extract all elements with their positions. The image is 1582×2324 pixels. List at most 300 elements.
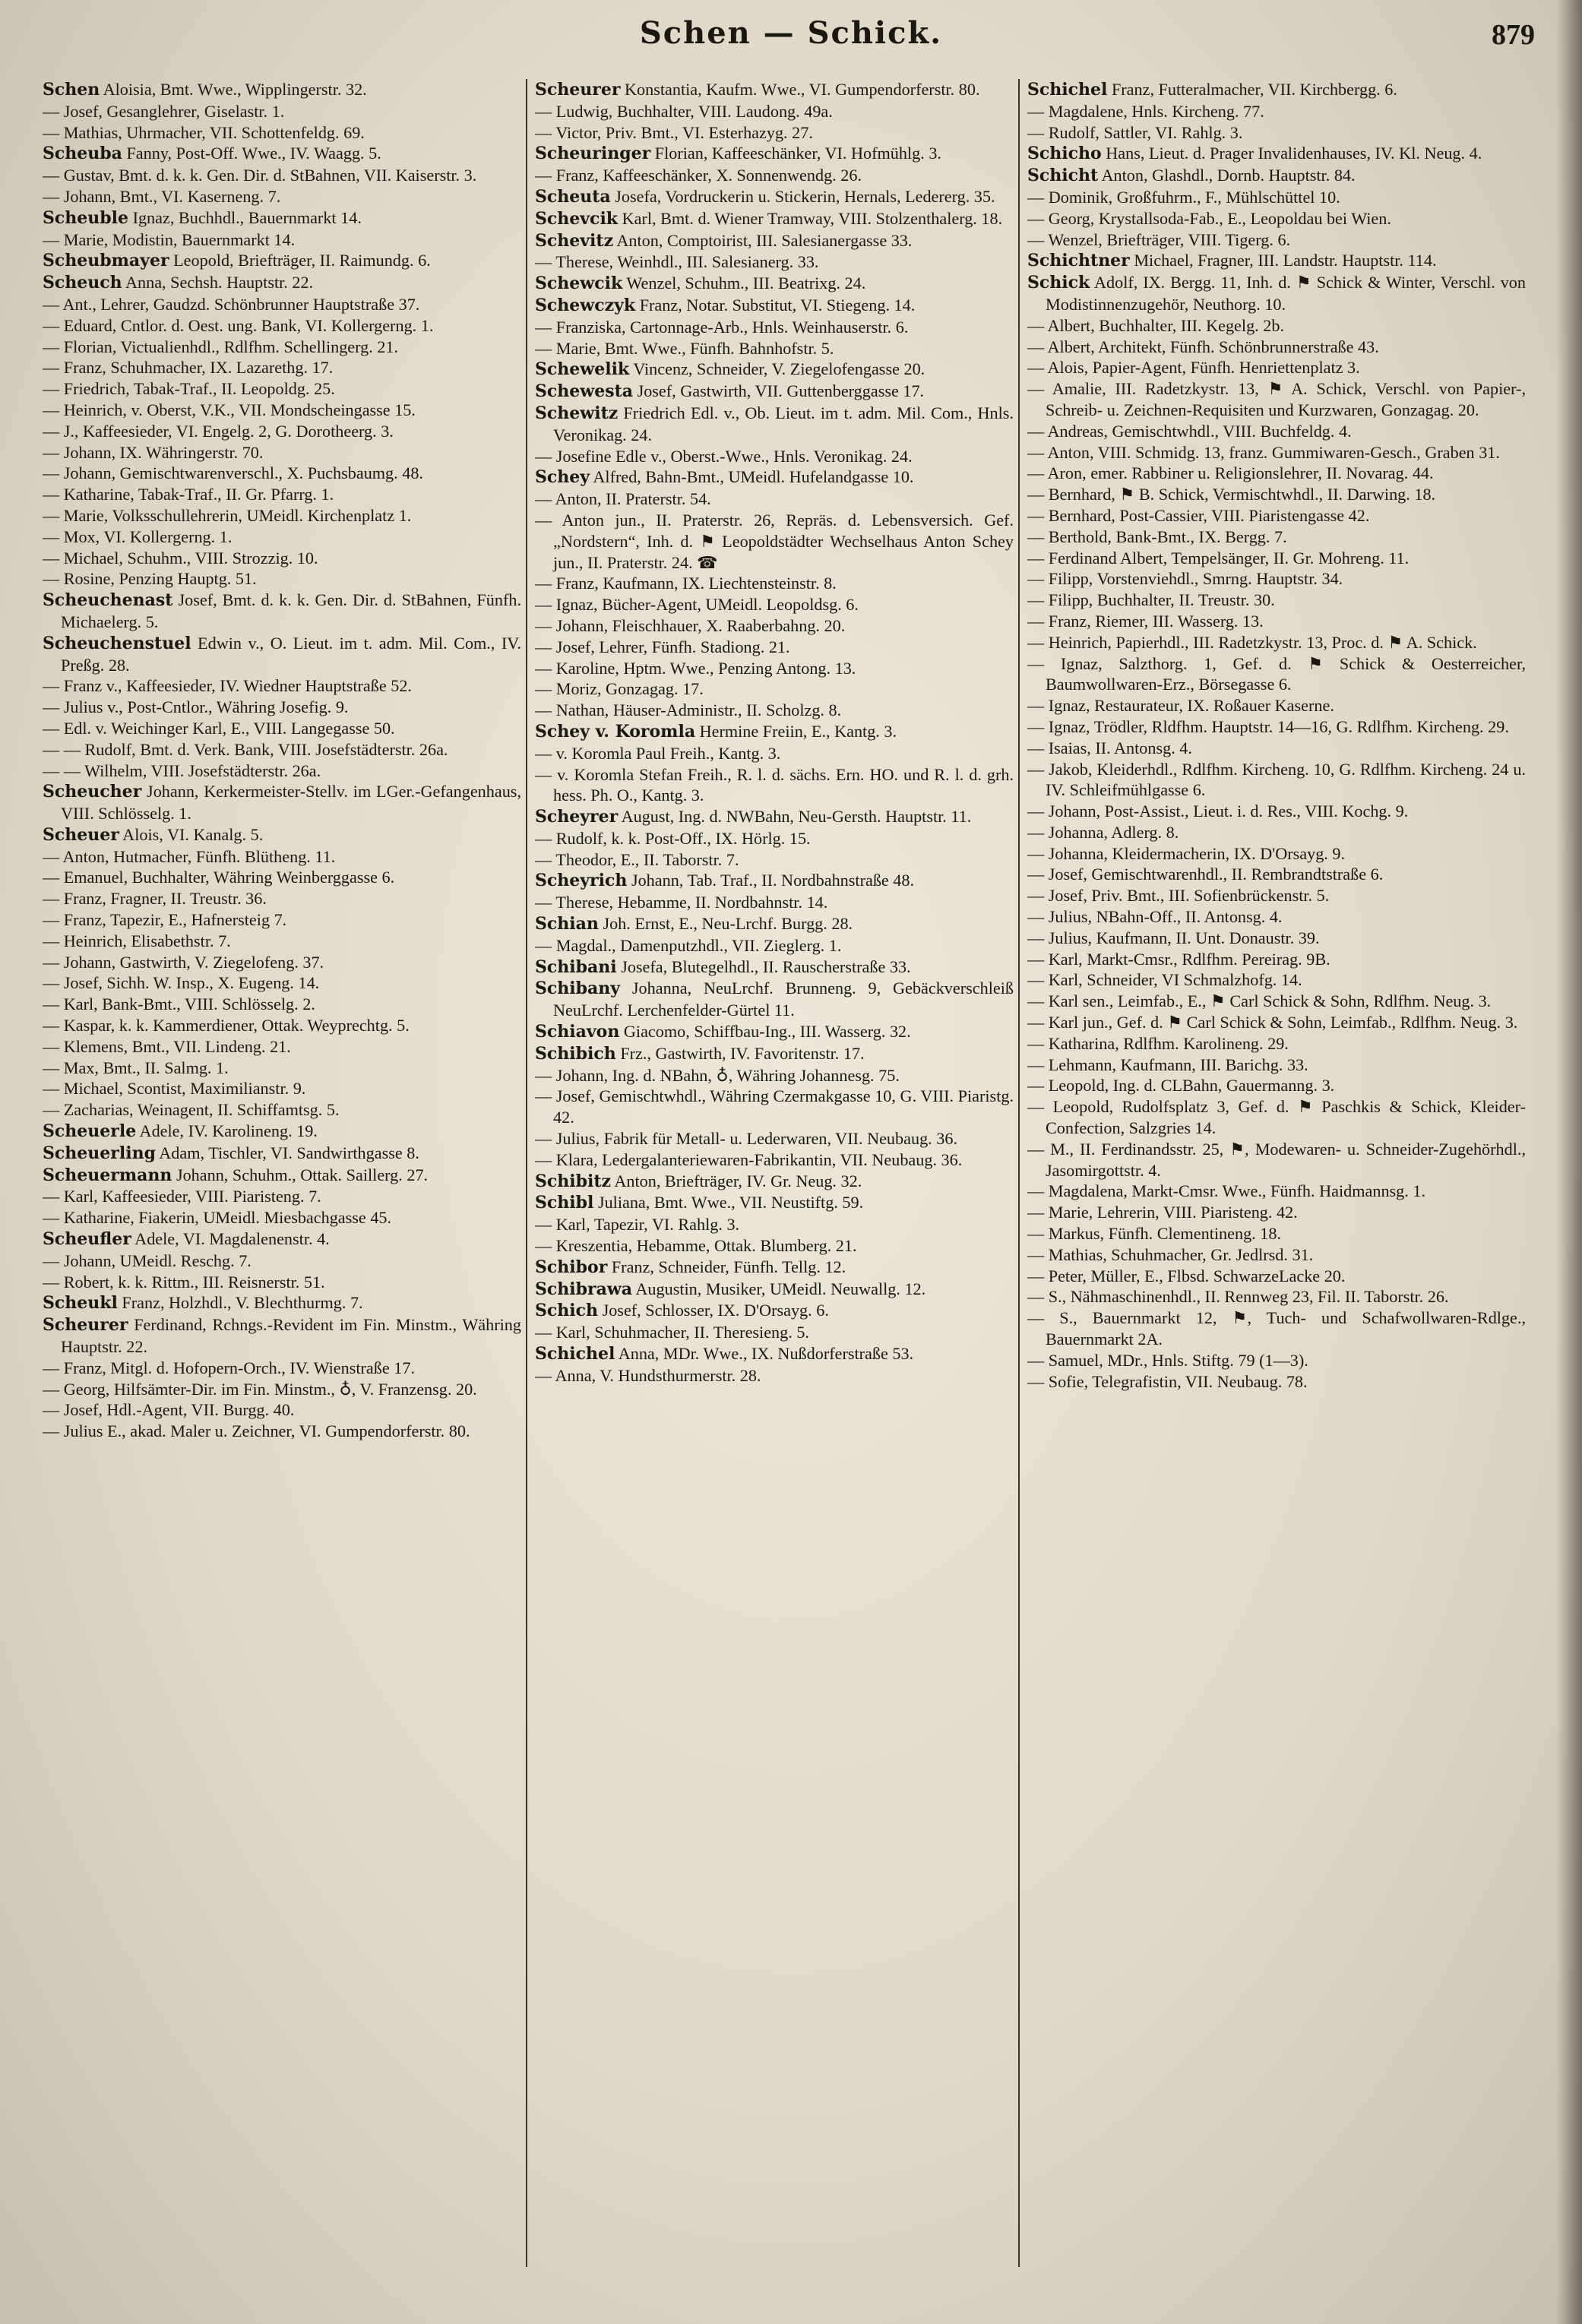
directory-entry: [535, 1043, 1014, 1065]
entry-details: — Johann, Bmt., VI. Kaserneng. 7.: [43, 186, 281, 206]
entry-details: — Georg, Krystallsoda-Fab., E., Leopoldau bei Wien.: [1027, 208, 1391, 228]
directory-entry: [535, 1065, 1014, 1086]
entry-details: — Franz, Riemer, III. Wasserg. 13.: [1027, 611, 1264, 631]
entry-surname: Scheukl: [43, 1293, 118, 1314]
entry-details: — Robert, k. k. Rittm., III. Reisnerstr. 51.: [43, 1272, 325, 1292]
entry-details: — Franz, Mitgl. d. Hofopern-Orch., IV. Wienstraße 17.: [43, 1358, 416, 1377]
entry-details: Wenzel, Schuhm., III. Beatrixg. 24.: [622, 274, 866, 293]
directory-entry: [1027, 738, 1526, 759]
directory-entry: [43, 400, 521, 421]
entry-details: — Anna, V. Hundsthurmerstr. 28.: [535, 1365, 761, 1385]
entry-details: — Josef, Priv. Bmt., III. Sofienbrückenstr. 5.: [1027, 886, 1330, 906]
directory-entry: [535, 594, 1014, 615]
directory-entry: [535, 1171, 1014, 1193]
entry-details: Karl, Bmt. d. Wiener Tramway, VIII. Stolzenthalerg. 18.: [618, 208, 1003, 228]
directory-entry: [43, 568, 521, 590]
directory-entry: [535, 273, 1014, 295]
entry-details: — Johann, UMeidl. Reschg. 7.: [43, 1251, 252, 1270]
entry-details: — Marie, Volksschullehrerin, UMeidl. Kirchenplatz 1.: [43, 505, 412, 525]
entry-surname: Scheubmayer: [43, 251, 169, 271]
entry-details: — Josef, Gemischtwarenhdl., II. Rembrandtstraße 6.: [1027, 865, 1384, 884]
entry-surname: Schichtner: [1027, 251, 1130, 271]
entry-surname: Schey v. Koromla: [535, 721, 696, 741]
directory-entry: [43, 739, 521, 760]
entry-details: Anton, Glashdl., Dornb. Hauptstr. 84.: [1098, 166, 1356, 185]
directory-entry: [535, 700, 1014, 721]
entry-surname: Scheyrich: [535, 871, 628, 891]
entry-details: — Anton, Hutmacher, Fünfh. Blütheng. 11.: [43, 846, 336, 866]
entry-details: Florian, Kaffeeschänker, VI. Hofmühlg. 3.: [650, 144, 941, 163]
directory-entry: [535, 230, 1014, 252]
entry-details: — Ignaz, Restaurateur, IX. Roßauer Kaserne.: [1027, 696, 1334, 716]
entry-surname: Scheuermann: [43, 1165, 172, 1185]
directory-entry: [43, 463, 521, 484]
entry-details: — Moriz, Gonzagag. 17.: [535, 679, 704, 699]
entry-details: — Ignaz, Salzthorg. 1, Gef. d. ⚑ Schick & Oesterreicher, Baumwollwaren-Erz., Börsegasse 6.: [1027, 653, 1526, 694]
directory-entry: [1027, 991, 1526, 1012]
entry-details: — M., II. Ferdinandsstr. 25, ⚑, Modewaren- u. Schneider-Zugehörhdl., Jasomirgottstr. 4.: [1027, 1139, 1526, 1180]
entry-details: — Markus, Fünfh. Clementineng. 18.: [1027, 1224, 1282, 1244]
entry-details: — Heinrich, v. Oberst, V.K., VII. Mondscheingasse 15.: [43, 400, 416, 419]
entry-details: — Rudolf, Sattler, VI. Rahlg. 3.: [1027, 122, 1243, 142]
entry-details: — Johann, Gastwirth, V. Ziegelofeng. 37.: [43, 952, 324, 972]
entry-surname: Scheyrer: [535, 807, 619, 827]
entry-details: — Magdal., Damenputzhdl., VII. Zieglerg. 1.: [535, 935, 842, 955]
entry-details: — Emanuel, Buchhalter, Währing Weinberggasse 6.: [43, 868, 395, 887]
directory-entry: [1027, 568, 1526, 590]
entry-surname: Schicho: [1027, 144, 1102, 164]
entry-details: Michael, Fragner, III. Landstr. Hauptstr. 114.: [1129, 251, 1437, 270]
entry-details: Alois, VI. Kanalg. 5.: [119, 824, 264, 844]
directory-entry: [535, 446, 1014, 467]
entry-surname: Schibitz: [535, 1171, 612, 1191]
entry-details: — Klemens, Bmt., VII. Lindeng. 21.: [43, 1036, 291, 1056]
entry-surname: Schen: [43, 80, 100, 100]
directory-entry: [1027, 695, 1526, 716]
directory-entry: [535, 403, 1014, 446]
entry-details: — Kreszentia, Hebamme, Ottak. Blumberg. 21.: [535, 1236, 857, 1256]
entry-details: — Johanna, Adlerg. 8.: [1027, 822, 1179, 842]
entry-details: Juliana, Bmt. Wwe., VII. Neustiftg. 59.: [593, 1193, 864, 1213]
entry-surname: Schicht: [1027, 166, 1099, 186]
entry-surname: Schewesta: [535, 381, 634, 402]
directory-entry: [535, 637, 1014, 658]
directory-entry: [43, 315, 521, 337]
entry-details: Josef, Schlosser, IX. D'Orsayg. 6.: [598, 1301, 829, 1320]
directory-entry: [535, 870, 1014, 892]
entry-details: — Ant., Lehrer, Gaudzd. Schönbrunner Hauptstraße 37.: [43, 294, 420, 314]
entry-details: — Johann, Gemischtwarenverschl., X. Puchsbaumg. 48.: [43, 463, 423, 483]
entry-surname: Scheurer: [43, 1315, 128, 1336]
entry-details: — Aron, emer. Rabbiner u. Religionslehrer, II. Novarag. 44.: [1027, 463, 1434, 483]
directory-entry: [535, 1322, 1014, 1343]
directory-entry: [1027, 421, 1526, 442]
entry-surname: Schich: [535, 1301, 599, 1321]
entry-details: — Karl, Schneider, VI Schmalzhofg. 14.: [1027, 970, 1302, 990]
directory-entry: [535, 1257, 1014, 1279]
directory-entry: [535, 721, 1014, 743]
directory-entry: [43, 229, 521, 251]
directory-entry: [1027, 1181, 1526, 1202]
entry-surname: Schibrawa: [535, 1279, 633, 1299]
directory-entry: [1027, 378, 1526, 421]
directory-entry: [1027, 548, 1526, 569]
entry-details: Johann, Schuhm., Ottak. Saillerg. 27.: [172, 1165, 429, 1184]
directory-entry: [43, 846, 521, 868]
directory-entry: [535, 1343, 1014, 1365]
entry-details: — Katharina, Rdlfhm. Karolineng. 29.: [1027, 1033, 1289, 1053]
entry-surname: Schewitz: [535, 403, 619, 423]
directory-entry: [43, 1272, 521, 1293]
entry-details: Edwin v., O. Lieut. im t. adm. Mil. Com., IV. Preßg. 28.: [61, 633, 521, 675]
entry-details: — Johann, IX. Währingerstr. 70.: [43, 442, 264, 462]
entry-surname: Scheuble: [43, 207, 129, 228]
entry-details: — Lehmann, Kaufmann, III. Barichg. 33.: [1027, 1054, 1308, 1074]
directory-entry: [1027, 906, 1526, 928]
directory-entry: [535, 806, 1014, 828]
entry-details: Anna, Sechsh. Hauptstr. 22.: [122, 273, 314, 292]
entry-details: — S., Bauernmarkt 12, ⚑, Tuch- und Schafwollwaren-Rdlge., Bauernmarkt 2A.: [1027, 1308, 1526, 1349]
directory-entry: [535, 338, 1014, 359]
entry-details: Adele, IV. Karolineng. 19.: [136, 1121, 318, 1141]
entry-surname: Scheuer: [43, 824, 119, 845]
column-2: [535, 79, 1014, 2305]
directory-entry: [43, 484, 521, 505]
entry-surname: Scheuringer: [535, 144, 651, 164]
entry-surname: Scheuta: [535, 186, 611, 207]
directory-entry: [1027, 505, 1526, 526]
directory-entry: [43, 122, 521, 144]
directory-entry: [535, 208, 1014, 230]
directory-entry: [43, 1165, 521, 1187]
directory-entry: [1027, 801, 1526, 822]
directory-entry: [43, 1251, 521, 1272]
entry-details: — Franz, Schuhmacher, IX. Lazarethg. 17.: [43, 358, 334, 378]
directory-entry: [43, 909, 521, 931]
directory-entry: [43, 207, 521, 229]
entry-details: — Karl, Markt-Cmsr., Rdlfhm. Pereirag. 9B.: [1027, 949, 1330, 969]
directory-entry: [535, 359, 1014, 381]
directory-entry: [535, 295, 1014, 317]
directory-entry: [43, 1143, 521, 1165]
entry-details: Josefa, Blutegelhdl., II. Rauscherstraße 33.: [616, 956, 911, 976]
directory-entry: [43, 186, 521, 207]
entry-details: — Edl. v. Weichinger Karl, E., VIII. Langegasse 50.: [43, 718, 395, 738]
entry-details: — Klara, Ledergalanteriewaren-Fabrikantin, VII. Neubaug. 36.: [535, 1149, 963, 1169]
directory-entry: [43, 760, 521, 782]
entry-details: — S., Nähmaschinenhdl., II. Rennweg 23, Fil. II. Taborstr. 26.: [1027, 1287, 1449, 1307]
directory-entry: [43, 972, 521, 994]
entry-details: — Alois, Papier-Agent, Fünfh. Henriettenplatz 3.: [1027, 358, 1360, 378]
entry-details: — Josef, Sichh. W. Insp., X. Eugeng. 14.: [43, 973, 320, 993]
running-title: Schen — Schick.: [639, 15, 943, 51]
directory-entry: [1027, 1266, 1526, 1287]
directory-entry: [43, 1036, 521, 1058]
directory-entry: [43, 79, 521, 101]
directory-entry: [535, 1086, 1014, 1128]
entry-details: — Albert, Buchhalter, III. Kegelg. 2b.: [1027, 315, 1284, 335]
entry-details: — Mathias, Schuhmacher, Gr. Jedlrsd. 31.: [1027, 1244, 1314, 1264]
entry-details: — Leopold, Ing. d. CLBahn, Gauermanng. 3.: [1027, 1076, 1335, 1096]
directory-entry: [535, 1300, 1014, 1322]
entry-details: — Josef, Gemischtwhdl., Währing Czermakgasse 10, G. VIII. Piaristg. 42.: [535, 1086, 1014, 1127]
directory-entry: [43, 781, 521, 824]
directory-entry: [43, 250, 521, 272]
directory-entry: [1027, 590, 1526, 611]
entry-details: Franz, Futteralmacher, VII. Kirchbergg. 6.: [1107, 80, 1397, 99]
directory-entry: [43, 357, 521, 378]
entry-details: — Therese, Hebamme, II. Nordbahnstr. 14.: [535, 893, 828, 912]
directory-entry: [535, 849, 1014, 871]
entry-details: — Friedrich, Tabak-Traf., II. Leopoldg. 25.: [43, 379, 335, 399]
entry-surname: Scheurer: [535, 80, 621, 100]
entry-details: — Karl, Tapezir, VI. Rahlg. 3.: [535, 1215, 740, 1235]
directory-entry: [43, 888, 521, 909]
entry-details: — Samuel, MDr., Hnls. Stiftg. 79 (1—3).: [1027, 1350, 1308, 1370]
directory-entry: [43, 1186, 521, 1207]
entry-details: Ignaz, Buchhdl., Bauernmarkt 14.: [128, 207, 362, 227]
entry-details: — Katharine, Fiakerin, UMeidl. Miesbachgasse 45.: [43, 1208, 392, 1228]
directory-entry: [43, 442, 521, 463]
entry-details: — Victor, Priv. Bmt., VI. Esterhazyg. 27.: [535, 122, 813, 142]
directory-entry: [1027, 1371, 1526, 1393]
directory-entry: [535, 1128, 1014, 1149]
directory-entry: [535, 764, 1014, 807]
directory-entry: [535, 489, 1014, 510]
entry-details: — Sofie, Telegrafistin, VII. Neubaug. 78.: [1027, 1371, 1308, 1391]
directory-entry: [1027, 357, 1526, 378]
directory-entry: [43, 505, 521, 526]
entry-details: — — Wilhelm, VIII. Josefstädterstr. 26a.: [43, 760, 321, 780]
entry-details: Konstantia, Kaufm. Wwe., VI. Gumpendorferstr. 80.: [620, 80, 980, 99]
entry-details: — Anton jun., II. Praterstr. 26, Repräs. d. Lebensversich. Gef. „Nordstern“, Inh. d. ⚑ Leopoldstädter Wechselhaus Anton Schey jun., II. Praterstr. 24. ☎: [535, 510, 1014, 572]
column-divider-1: [526, 79, 527, 2267]
entry-details: Anna, MDr. Wwe., IX. Nußdorferstraße 53.: [615, 1344, 914, 1364]
directory-entry: [535, 1021, 1014, 1043]
directory-entry: [43, 165, 521, 186]
directory-entry: [1027, 79, 1526, 101]
entry-details: — Zacharias, Weinagent, II. Schiffamtsg. 5.: [43, 1100, 340, 1120]
entry-details: Ferdinand, Rchngs.-Revident im Fin. Minstm., Währing Hauptstr. 22.: [61, 1315, 521, 1357]
directory-entry: [1027, 928, 1526, 949]
entry-details: — Theodor, E., II. Taborstr. 7.: [535, 849, 739, 869]
entry-details: August, Ing. d. NWBahn, Neu-Gersth. Hauptstr. 11.: [618, 807, 972, 827]
directory-entry: [43, 548, 521, 569]
entry-details: Aloisia, Bmt. Wwe., Wipplingerstr. 32.: [100, 80, 367, 99]
entry-details: Johanna, NeuLrchf. Brunneng. 9, Gebäckverschleiß NeuLrchf. Lerchenfelder-Gürtel 11.: [553, 979, 1014, 1020]
directory-entry: [1027, 822, 1526, 843]
entry-details: — — Rudolf, Bmt. d. Verk. Bank, VIII. Josefstädterstr. 26a.: [43, 739, 448, 759]
directory-entry: [43, 1058, 521, 1079]
directory-entry: [43, 1421, 521, 1442]
directory-entry: [1027, 1223, 1526, 1244]
entry-details: — Therese, Weinhdl., III. Salesianerg. 33.: [535, 252, 819, 272]
entry-details: — Julius, Kaufmann, II. Unt. Donaustr. 39.: [1027, 928, 1320, 947]
directory-entry: [535, 1235, 1014, 1257]
entry-details: — Leopold, Rudolfsplatz 3, Gef. d. ⚑ Paschkis & Schick, Kleider-Confection, Salzgries 14.: [1027, 1097, 1526, 1138]
entry-details: — Heinrich, Elisabethstr. 7.: [43, 931, 231, 950]
entry-surname: Schibani: [535, 956, 617, 977]
entry-surname: Schewczyk: [535, 295, 636, 315]
entry-details: — Franz, Tapezir, E., Hafnersteig 7.: [43, 910, 287, 930]
entry-details: Franz, Holzhdl., V. Blechthurmg. 7.: [117, 1293, 363, 1313]
entry-details: — Georg, Hilfsämter-Dir. im Fin. Minstm., ♁, V. Franzensg. 20.: [43, 1379, 477, 1399]
directory-entry: [43, 697, 521, 718]
entry-details: Hans, Lieut. d. Prager Invalidenhauses, IV. Kl. Neug. 4.: [1101, 144, 1482, 163]
entry-details: Franz, Notar. Substitut, VI. Stiegeng. 14.: [635, 295, 916, 315]
entry-details: — Anton, VIII. Schmidg. 13, franz. Gummiwaren-Gesch., Graben 31.: [1027, 442, 1500, 462]
directory-entry: [535, 828, 1014, 849]
directory-entry: [43, 1228, 521, 1251]
entry-details: — Bernhard, ⚑ B. Schick, Vermischtwhdl., II. Darwing. 18.: [1027, 485, 1436, 504]
entry-details: — Johann, Ing. d. NBahn, ♁, Währing Johannesg. 75.: [535, 1065, 900, 1085]
directory-entry: [1027, 1012, 1526, 1033]
directory-entry: [1027, 484, 1526, 505]
entry-surname: Scheuchenstuel: [43, 633, 191, 653]
entry-details: — Karl, Schuhmacher, II. Theresieng. 5.: [535, 1323, 809, 1342]
directory-entry: [535, 122, 1014, 144]
entry-details: Friedrich Edl. v., Ob. Lieut. im t. adm. Mil. Com., Hnls. Veronikag. 24.: [553, 403, 1014, 444]
entry-details: — Jakob, Kleiderhdl., Rdlfhm. Kircheng. 10, G. Rdlfhm. Kircheng. 24 u. IV. Schleifmühlgasse 6.: [1027, 759, 1526, 800]
directory-entry: [43, 1292, 521, 1314]
directory-entry: [43, 101, 521, 122]
directory-entry: [1027, 229, 1526, 251]
entry-surname: Scheuerle: [43, 1121, 137, 1142]
entry-details: Adam, Tischler, VI. Sandwirthgasse 8.: [155, 1143, 419, 1162]
entry-details: Franz, Schneider, Fünfh. Tellg. 12.: [607, 1257, 846, 1276]
directory-entry: [1027, 632, 1526, 653]
entry-surname: Scheucher: [43, 782, 142, 802]
entry-details: — Peter, Müller, E., Flbsd. SchwarzeLacke 20.: [1027, 1266, 1346, 1285]
entry-details: — Dominik, Großfuhrm., F., Mühlschüttel 10.: [1027, 187, 1340, 207]
directory-entry: [1027, 315, 1526, 337]
entry-details: — Rosine, Penzing Hauptg. 51.: [43, 569, 257, 589]
entry-details: — Johann, Fleischhauer, X. Raaberbahng. 20.: [535, 615, 846, 635]
directory-entry: [535, 1214, 1014, 1235]
directory-entry: [535, 978, 1014, 1021]
directory-entry: [535, 615, 1014, 637]
entry-details: Johann, Tab. Traf., II. Nordbahnstraße 48.: [627, 871, 915, 890]
entry-surname: Schick: [1027, 273, 1090, 293]
entry-details: — v. Koromla Paul Freih., Kantg. 3.: [535, 743, 781, 763]
directory-entry: [1027, 716, 1526, 738]
directory-entry: [43, 1358, 521, 1379]
entry-details: — Franziska, Cartonnage-Arb., Hnls. Weinhauserstr. 6.: [535, 317, 909, 337]
entry-surname: Schichel: [535, 1344, 615, 1364]
entry-surname: Schewcik: [535, 274, 623, 294]
entry-details: — Mathias, Uhrmacher, VII. Schottenfeldg. 69.: [43, 122, 365, 142]
directory-entry: [535, 143, 1014, 165]
directory-entry: [43, 294, 521, 315]
entry-details: Frz., Gastwirth, IV. Favoritenstr. 17.: [615, 1043, 865, 1063]
entry-details: — Franz, Kaufmann, IX. Liechtensteinstr. 8.: [535, 574, 837, 593]
directory-entry: [1027, 526, 1526, 548]
directory-entry: [535, 573, 1014, 594]
directory-entry: [1027, 1096, 1526, 1139]
directory-entry: [535, 381, 1014, 403]
directory-entry: [1027, 463, 1526, 484]
directory-entry: [1027, 250, 1526, 272]
entry-details: Giacomo, Schiffbau-Ing., III. Wasserg. 32.: [619, 1022, 911, 1042]
directory-entry: [535, 935, 1014, 956]
entry-details: Hermine Freiin, E., Kantg. 3.: [695, 721, 897, 741]
entry-details: Fanny, Post-Off. Wwe., IV. Waagg. 5.: [122, 144, 381, 163]
page-header: [0, 12, 1582, 58]
directory-entry: [43, 1207, 521, 1228]
entry-details: Josef, Bmt. d. k. k. Gen. Dir. d. StBahnen, Fünfh. Michaelerg. 5.: [61, 590, 521, 631]
directory-entry: [535, 186, 1014, 208]
entry-details: — Julius, NBahn-Off., II. Antonsg. 4.: [1027, 907, 1283, 927]
entry-details: — Johann, Post-Assist., Lieut. i. d. Res., VIII. Kochg. 9.: [1027, 802, 1409, 821]
entry-details: — Michael, Scontist, Maximilianstr. 9.: [43, 1079, 306, 1099]
entry-details: — Magdalena, Markt-Cmsr. Wwe., Fünfh. Haidmannsg. 1.: [1027, 1181, 1425, 1201]
entry-details: — Josef, Lehrer, Fünfh. Stadiong. 21.: [535, 637, 790, 656]
directory-entry: [43, 994, 521, 1015]
entry-details: — Karl, Kaffeesieder, VIII. Piaristeng. 7.: [43, 1187, 321, 1206]
entry-surname: Scheufler: [43, 1229, 131, 1250]
entry-details: — Wenzel, Briefträger, VIII. Tigerg. 6.: [1027, 229, 1291, 249]
entry-details: — Andreas, Gemischtwhdl., VIII. Buchfeldg. 4.: [1027, 421, 1352, 441]
directory-entry: [535, 913, 1014, 935]
directory-entry: [535, 317, 1014, 338]
entry-details: — Berthold, Bank-Bmt., IX. Bergg. 7.: [1027, 526, 1287, 546]
entry-details: — Ludwig, Buchhalter, VIII. Laudong. 49a.: [535, 101, 833, 121]
entry-surname: Schibl: [535, 1193, 594, 1213]
entry-details: — Julius v., Post-Cntlor., Währing Josefig. 9.: [43, 697, 349, 717]
entry-surname: Schey: [535, 467, 590, 488]
entry-details: — Marie, Modistin, Bauernmarkt 14.: [43, 229, 296, 249]
entry-details: — Magdalene, Hnls. Kircheng. 77.: [1027, 101, 1264, 121]
directory-entry: [535, 658, 1014, 679]
directory-entry: [535, 743, 1014, 764]
entry-details: — Nathan, Häuser-Administr., II. Scholzg. 8.: [535, 700, 842, 720]
directory-entry: [1027, 1075, 1526, 1096]
entry-details: — Eduard, Cntlor. d. Oest. ung. Bank, VI. Kollergerng. 1.: [43, 315, 434, 335]
entry-details: — v. Koromla Stefan Freih., R. l. d. sächs. Ern. HO. und R. l. d. grh. hess. Ph. O., Kantg. 3.: [535, 764, 1014, 805]
directory-entry: [43, 1015, 521, 1036]
directory-entry: [43, 143, 521, 165]
entry-details: Anton, Briefträger, IV. Gr. Neug. 32.: [611, 1171, 862, 1190]
entry-details: Josef, Gastwirth, VII. Guttenberggasse 17.: [633, 381, 925, 401]
directory-entry: [43, 272, 521, 294]
directory-entry: [535, 1279, 1014, 1301]
directory-entry: [1027, 272, 1526, 315]
entry-surname: Schibich: [535, 1043, 616, 1064]
entry-details: — Isaias, II. Antonsg. 4.: [1027, 738, 1192, 757]
directory-entry: [535, 1192, 1014, 1214]
directory-entry: [1027, 337, 1526, 358]
entry-details: — Filipp, Buchhalter, II. Treustr. 30.: [1027, 590, 1275, 610]
entry-details: — Marie, Lehrerin, VIII. Piaristeng. 42.: [1027, 1203, 1298, 1222]
entry-details: Johann, Kerkermeister-Stellv. im LGer.-Gefangenhaus, VIII. Schlösselg. 1.: [61, 782, 521, 824]
directory-entry: [43, 633, 521, 676]
directory-entry: [535, 165, 1014, 186]
entry-details: Leopold, Briefträger, II. Raimundg. 6.: [169, 251, 431, 270]
directory-entry: [1027, 1033, 1526, 1054]
entry-details: — Karl jun., Gef. d. ⚑ Carl Schick & Sohn, Leimfab., Rdlfhm. Neug. 3.: [1027, 1013, 1518, 1032]
directory-entry: [535, 1149, 1014, 1171]
directory-entry: [535, 892, 1014, 913]
entry-details: Anton, Comptoirist, III. Salesianergasse 33.: [613, 230, 913, 250]
directory-entry: [43, 526, 521, 548]
entry-details: Alfred, Bahn-Bmt., UMeidl. Hufelandgasse 10.: [590, 467, 914, 487]
entry-details: — Ignaz, Bücher-Agent, UMeidl. Leopoldsg. 6.: [535, 595, 859, 615]
entry-details: — Marie, Bmt. Wwe., Fünfh. Bahnhofstr. 5.: [535, 338, 834, 358]
entry-details: Josefa, Vordruckerin u. Stickerin, Hernals, Ledererg. 35.: [610, 186, 995, 206]
directory-entry: [535, 79, 1014, 101]
entry-surname: Scheuba: [43, 144, 122, 164]
directory-entry: [43, 1379, 521, 1400]
